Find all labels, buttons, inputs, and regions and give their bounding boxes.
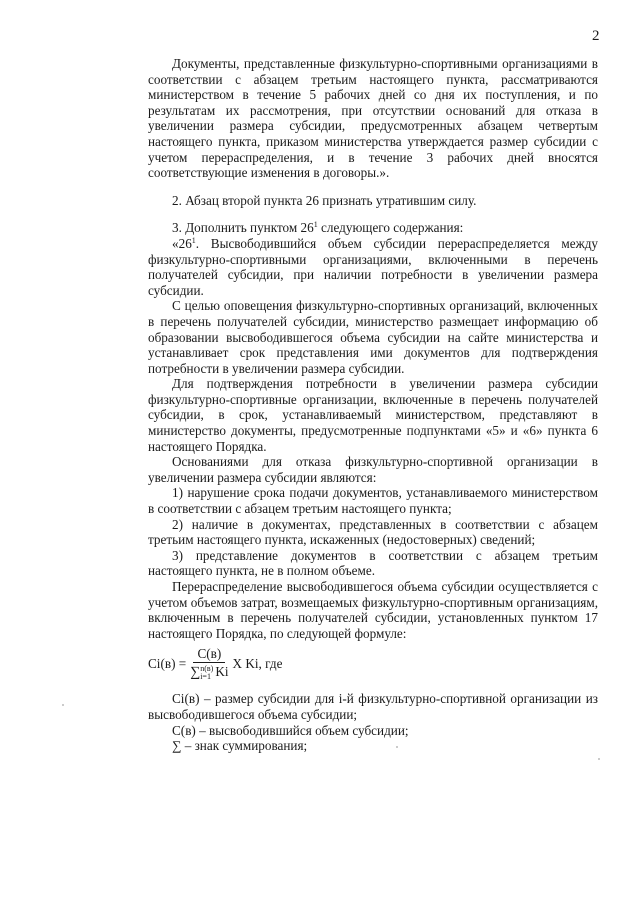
formula-rhs: X Ki, где bbox=[232, 655, 283, 671]
paragraph-item-3 bbox=[148, 220, 598, 236]
paragraph-new-point bbox=[148, 236, 598, 298]
ground-item-2: 2) наличие в документах, представленных в соответствии с абзацем третьим настоящего пункта, искаженных (недостоверных) сведений; bbox=[148, 516, 598, 548]
formula-fraction bbox=[190, 646, 228, 682]
paragraph-notification: С целью оповещения физкультурно-спортивных организаций, включенных в перечень получателей субсидии, министерство размещает информацию об образовании высвободившегося объема субсидии на сайте министерства и устанавливает срок представления ими документов для подтверждения потребности в увеличении размера субсидии. bbox=[148, 298, 598, 376]
paragraph-documents-review: Документы, представленные физкультурно-спортивными организациями в соответствии с абзацем третьим настоящего пункта, рассматриваются министерством в течение 5 рабочих дней со дня их поступления, и по результатам их рассмотрения, при отсутствии оснований для отказа в увеличении размера субсидии, предусмотренных абзацем четвертым настоящего пункта, приказом министерства утверждается размер субсидии с учетом перераспределения, и в течение 3 рабочих дней вносятся соответствующие изменения в договоры.». bbox=[148, 56, 598, 181]
paragraph-redistribution: Перераспределение высвободившегося объема субсидии осуществляется с учетом объемов затрат, возмещаемых физкультурно-спортивным организациям, включенным в перечень получателей субсидии, установленных пунктом 17 настоящего Порядка, по следующей формуле: bbox=[148, 579, 598, 641]
formula-denominator bbox=[190, 663, 228, 681]
ground-item-1: 1) нарушение срока подачи документов, устанавливаемого министерством в соответствии с абзацем третьим настоящего пункта; bbox=[148, 485, 598, 517]
paragraph-refusal-grounds: Основаниями для отказа физкультурно-спортивной организации в увеличении размера субсидии являются: bbox=[148, 454, 598, 485]
definition-ci: Ci(в) – размер субсидии для i-й физкультурно-спортивной организации из высвободившегося объема субсидии; bbox=[148, 691, 598, 722]
formula-lhs: Ci(в) = bbox=[148, 655, 187, 671]
denominator-variable: Ki bbox=[215, 664, 229, 680]
sum-limits bbox=[200, 665, 213, 681]
scan-speck bbox=[598, 758, 600, 760]
sum-symbol: ∑ bbox=[190, 665, 201, 681]
quote-superscript: 1 bbox=[191, 235, 196, 245]
quote-text: . Высвободившийся объем субсидии перераспределяется между физкультурно-спортивными организациями, включенными в перечень получателей субсидии, при наличии потребности в увеличении размера субсидии. bbox=[148, 235, 598, 298]
sum-upper-limit: n(в) bbox=[200, 664, 214, 674]
formula-numerator: С(в) bbox=[193, 646, 225, 664]
paragraph-item-2: 2. Абзац второй пункта 26 признать утратившим силу. bbox=[172, 192, 477, 208]
item3-text-end: следующего содержания: bbox=[317, 220, 464, 236]
page-number: 2 bbox=[592, 28, 600, 44]
quote-start: «26 bbox=[172, 235, 192, 251]
formula bbox=[148, 645, 598, 681]
document-body bbox=[148, 56, 598, 754]
paragraph-confirmation: Для подтверждения потребности в увеличении размера субсидии физкультурно-спортивные организации, включенные в перечень получателей субсидии, в срок, устанавливаемый министерством, представляют в министерство документы, предусмотренные подпунктами «5» и «6» пункта 6 настоящего Порядка. bbox=[148, 376, 598, 454]
scan-speck bbox=[396, 746, 398, 748]
sum-lower-limit: i=1 bbox=[200, 672, 211, 682]
definition-c: С(в) – высвободившийся объем субсидии; bbox=[172, 722, 409, 738]
scan-speck bbox=[62, 704, 64, 706]
item3-superscript: 1 bbox=[313, 220, 318, 230]
ground-item-3: 3) представление документов в соответствии с абзацем третьим настоящего пункта, не в полном объеме. bbox=[148, 547, 598, 579]
definition-sum: ∑ – знак суммирования; bbox=[172, 738, 308, 754]
item3-text-start: 3. Дополнить пунктом 26 bbox=[172, 220, 314, 236]
